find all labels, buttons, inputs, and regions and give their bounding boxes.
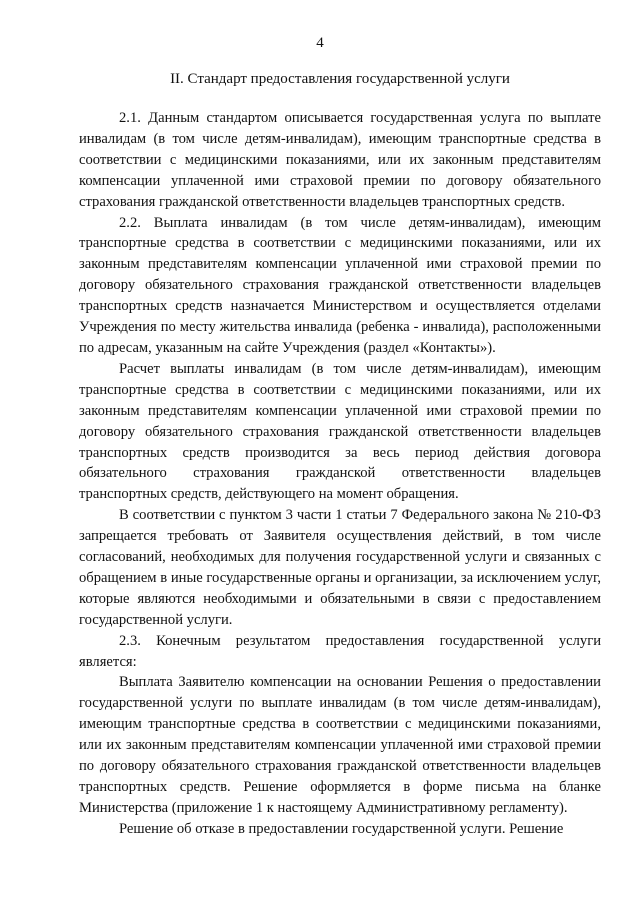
paragraph-2-3: 2.3. Конечным результатом предоставления государственной услуги является: [79,632,601,670]
body-text [79,108,601,840]
page-number: 4 [316,35,324,51]
section-title: II. Стандарт предоставления государственной услуги [170,71,510,87]
paragraph-refusal-decision: Решение об отказе в предоставлении государственной услуги. Решение [119,820,564,837]
paragraph-2-1: 2.1. Данным стандартом описывается государственная услуга по выплате инвалидам (в том числе детям-инвалидам), имеющим транспортные средства в соответствии с медицинскими показаниями, или их законным представителям компенсации уплаченной ими страховой премии по договору обязательного страхования гражданской ответственности владельцев транспортных средств. [79,110,601,210]
paragraph-payment-calculation: Расчет выплаты инвалидам (в том числе детям-инвалидам), имеющим транспортные средства в соответствии с медицинскими показаниями, или их законным представителям компенсации уплаченной ими страховой премии по договору обязательного страхования гражданской ответственности владельцев транспортных средств производится за весь период действия договора обязательного страхования гражданской ответственности владельцев транспортных средств, действующего на момент обращения. [79,360,601,503]
paragraph-federal-law: В соответствии с пунктом 3 части 1 статьи 7 Федерального закона № 210-ФЗ запрещается требовать от Заявителя осуществления действий, в том числе согласований, необходимых для получения государственной услуги и связанных с обращением в иные государственные органы и организации, за исключением услуг, которые являются необходимыми и обязательными в связи с предоставлением государственной услуги. [79,507,601,628]
paragraph-payment-result: Выплата Заявителю компенсации на основании Решения о предоставлении государственной услуги по выплате инвалидам (в том числе детям-инвалидам), имеющим транспортные средства в соответствии с медицинскими показаниями, или их законным представителям компенсации уплаченной ими страховой премии по договору обязательного страхования гражданской ответственности владельцев транспортных средств. Решение оформляется в форме письма на бланке Министерства (приложение 1 к настоящему Административному регламенту). [79,674,601,816]
paragraph-2-2: 2.2. Выплата инвалидам (в том числе детям-инвалидам), имеющим транспортные средства в соответствии с медицинскими показаниями, или их законным представителям компенсации уплаченной ими страховой премии по договору обязательного страхования гражданской ответственности владельцев транспортных средств назначается Министерством и осуществляется отделами Учреждения по месту жительства инвалида (ребенка - инвалида), расположенными по адресам, указанным на сайте Учреждения (раздел «Контакты»). [79,214,601,356]
